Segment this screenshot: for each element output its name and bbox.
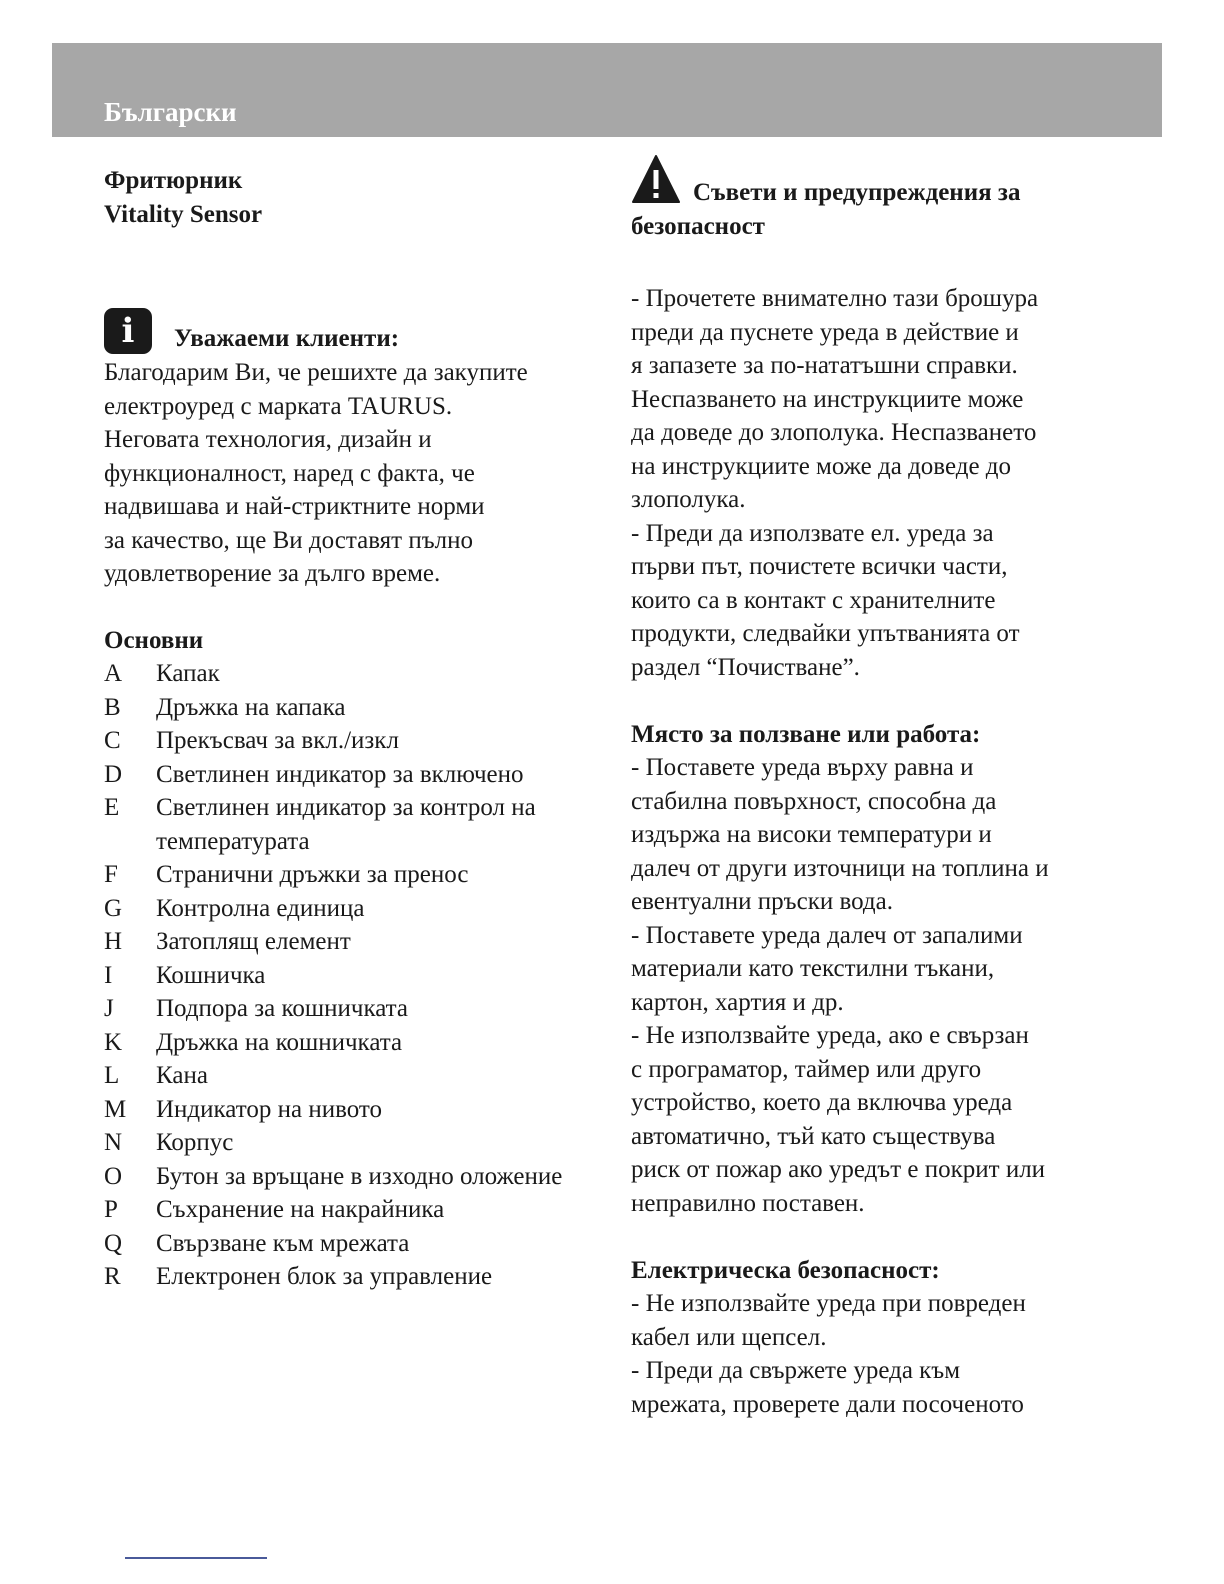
intro-line: я запазете за по-нататъшни справки.	[631, 352, 1018, 379]
intro-line: на инструкциите може да доведе до	[631, 452, 1012, 480]
part-item	[104, 1160, 594, 1194]
part-letter: D	[104, 760, 123, 788]
place-line: - Поставете уреда върху равна и	[631, 754, 974, 781]
electric-line: кабел или щепсел.	[631, 1323, 827, 1351]
part-item	[104, 1026, 594, 1060]
part-item	[104, 791, 594, 858]
part-letter: L	[104, 1062, 120, 1089]
intro-line: Неспазването на инструкциите може	[631, 385, 1024, 413]
part-letter: N	[104, 1129, 123, 1156]
place-line: устройство, което да включва уреда	[631, 1089, 1013, 1116]
part-item	[104, 858, 594, 892]
part-label: Кана	[156, 1062, 208, 1089]
left-column	[104, 160, 594, 1294]
part-label: Подпора за кошничката	[156, 995, 409, 1022]
part-label: Прекъсвач за вкл./изкл	[156, 727, 399, 754]
part-item	[104, 925, 594, 959]
greeting-line: удовлетворение за дълго време.	[104, 560, 441, 587]
part-letter: K	[104, 1028, 123, 1056]
part-label: Кошничка	[156, 961, 266, 989]
part-item	[104, 992, 594, 1026]
part-item	[104, 1126, 594, 1160]
part-letter: C	[104, 727, 121, 754]
intro-line: продукти, следвайки упътванията от	[631, 620, 1020, 647]
safety-heading-line: Съвети и предупреждения за	[693, 179, 1021, 206]
language-header-bar	[52, 43, 1162, 137]
part-label: Електронен блок за управление	[156, 1263, 493, 1290]
part-letter: O	[104, 1162, 123, 1190]
intro-line: първи път, почистете всички части,	[631, 553, 1008, 580]
part-label: Светлинен индикатор за включено	[156, 760, 524, 788]
part-label: Индикатор на нивото	[156, 1095, 382, 1123]
place-line: - Не използвайте уреда, ако е свързан	[631, 1022, 1029, 1049]
part-item	[104, 691, 594, 725]
part-label: Свързване към мрежата	[156, 1229, 410, 1257]
electric-line: - Не използвайте уреда при повреден	[631, 1290, 1026, 1317]
part-letter: I	[104, 961, 113, 989]
part-item	[104, 1260, 594, 1294]
intro-line: да доведе до злополука. Неспазването	[631, 419, 1037, 446]
electric-line: - Преди да свържете уреда към	[631, 1357, 961, 1384]
product-title-line: Фритюрник	[104, 167, 243, 194]
intro-line: раздел “Почистване”.	[631, 653, 860, 681]
part-item	[104, 724, 594, 758]
intro-line: които са в контакт с хранителните	[631, 586, 996, 614]
right-column	[631, 160, 1131, 1421]
part-letter: B	[104, 693, 121, 721]
part-letter: P	[104, 1196, 118, 1223]
part-item	[104, 892, 594, 926]
spacer	[631, 684, 1131, 718]
intro-line: преди да пуснете уреда в действие и	[631, 318, 1019, 346]
part-letter: F	[104, 861, 118, 888]
part-label: Контролна единица	[156, 894, 365, 922]
place-line: издържа на високи температури и	[631, 821, 992, 848]
safety-heading-row	[631, 154, 1131, 238]
part-item	[104, 657, 594, 691]
place-heading: Място за ползване или работа:	[631, 720, 981, 748]
part-item	[104, 1193, 594, 1227]
part-letter: Q	[104, 1229, 123, 1257]
intro-line: - Прочетете внимателно тази брошура	[631, 285, 1039, 312]
part-item	[104, 1059, 594, 1093]
electric-line: мрежата, проверете дали посоченото	[631, 1390, 1024, 1418]
spacer	[631, 1220, 1131, 1254]
product-title-line: Vitality Sensor	[104, 200, 263, 228]
place-line: евентуални пръски вода.	[631, 888, 893, 915]
parts-list	[104, 657, 594, 1294]
part-letter: A	[104, 660, 123, 687]
part-letter: M	[104, 1095, 127, 1123]
warning-icon	[631, 154, 681, 204]
place-line: риск от пожар ако уредът е покрит или	[631, 1156, 1046, 1183]
part-letter: J	[104, 995, 114, 1022]
place-line: неправилно поставен.	[631, 1189, 865, 1217]
safety-heading-line: безопасност	[631, 213, 765, 240]
electric-paragraph	[631, 1287, 1131, 1421]
place-line: картон, хартия и др.	[631, 988, 844, 1016]
part-item	[104, 959, 594, 993]
greeting-line: електроуред с марката TAURUS.	[104, 392, 453, 420]
place-line: с програматор, таймер или друго	[631, 1055, 982, 1083]
part-item	[104, 758, 594, 792]
electric-heading: Електрическа безопасност:	[631, 1256, 940, 1284]
part-label: Капак	[156, 660, 220, 687]
place-line: - Поставете уреда далеч от запалими	[631, 921, 1023, 949]
greeting-paragraph	[104, 356, 594, 591]
part-label: Съхранение на накрайника	[156, 1196, 445, 1223]
place-line: автоматично, тъй като съществува	[631, 1122, 996, 1150]
footer-rule	[125, 1557, 267, 1559]
place-line: стабилна повърхност, способна да	[631, 787, 997, 815]
part-letter: H	[104, 928, 123, 955]
part-item	[104, 1227, 594, 1261]
parts-heading: Основни	[104, 626, 204, 654]
greeting-line: функционалност, наред с факта, че	[104, 459, 475, 487]
greeting-heading-row	[104, 308, 594, 356]
part-letter: E	[104, 794, 120, 821]
greeting-line: надвишава и най-стриктните норми	[104, 493, 485, 520]
safety-intro	[631, 282, 1131, 684]
part-label: Бутон за връщане в изходно оложение	[156, 1162, 563, 1190]
part-label: Дръжка на кошничката	[156, 1028, 403, 1056]
place-paragraph	[631, 751, 1131, 1220]
part-label: Затоплящ елемент	[156, 928, 351, 955]
product-title	[104, 164, 594, 231]
part-label: Дръжка на капака	[156, 693, 346, 721]
part-label: Корпус	[156, 1129, 234, 1156]
greeting-line: Неговата технология, дизайн и	[104, 426, 432, 453]
intro-line: злополука.	[631, 486, 746, 513]
part-item	[104, 1093, 594, 1127]
place-line: далеч от други източници на топлина и	[631, 854, 1049, 882]
greeting-line: Благодарим Ви, че решихте да закупите	[104, 359, 528, 386]
part-label: Светлинен индикатор за контрол на температурата	[156, 794, 536, 855]
greeting-line: за качество, ще Ви доставят пълно	[104, 526, 474, 554]
greeting-heading: Уважаеми клиенти:	[174, 325, 400, 352]
language-title: Български	[104, 97, 237, 127]
place-line: материали като текстилни тъкани,	[631, 955, 995, 982]
part-letter: R	[104, 1263, 121, 1290]
info-icon: i	[104, 308, 152, 354]
part-letter: G	[104, 894, 123, 922]
part-label: Странични дръжки за пренос	[156, 861, 469, 888]
intro-line: - Преди да използвате ел. уреда за	[631, 519, 994, 547]
